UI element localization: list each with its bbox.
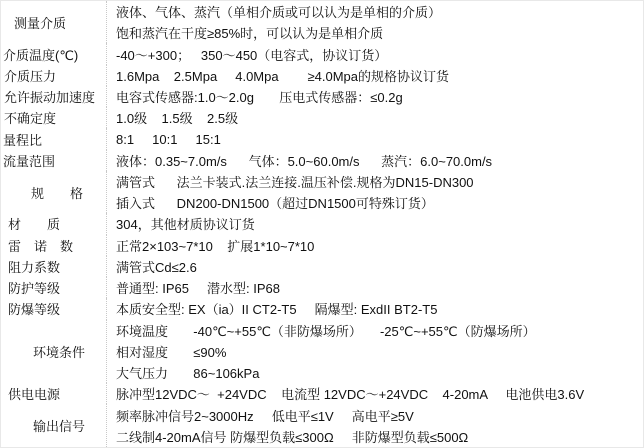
row-protection-rating [1,277,643,298]
row-label: 量程比 [3,132,43,148]
row-medium-pressure [1,65,643,86]
row-values [106,277,643,298]
row-label: 不确定度 [4,111,57,127]
row-flow-range [1,150,643,171]
row-values [106,107,643,128]
row-uncertainty [1,107,643,128]
row-values [106,235,643,256]
row-output-signal [1,404,643,446]
row-values [106,150,643,171]
value-line: 频率脉冲信号2~3000Hz 低电平≤1V 高电平≥5V [116,408,414,424]
value-line: 8:1 10:1 15:1 [116,131,221,147]
value-line: 满管式Cd≤2.6 [116,259,197,275]
value-line: 插入式 DN200-DN1500（超过DN1500可特殊订货） [116,196,434,212]
value-line: 相对湿度 ≤90% [116,344,227,360]
value-line: 满管式 法兰卡装式.法兰连接.温压补偿.规格为DN15-DN300 [116,174,474,190]
row-measured-medium [1,1,643,43]
value-line: 环境温度 -40℃~+55℃（非防爆场所） -25℃~+55℃（防爆场所） [116,323,536,339]
row-values [106,320,643,384]
row-material [1,213,643,234]
value-line: 液体：0.35~7.0m/s 气体：5.0~60.0m/s 蒸汽：6.0~70.0m/s [116,153,493,169]
row-values [106,65,643,86]
value-line: 普通型: IP65 潜水型: IP68 [116,281,280,297]
row-turndown-ratio [1,128,643,149]
row-label: 防护等级 [8,281,61,297]
value-line: 脉冲型12VDC～ +24VDC 电流型 12VDC～+24VDC 4-20mA 电池供电3.6V [116,387,585,403]
row-values [106,213,643,234]
value-line: 本质安全型: EX（ia）II CT2-T5 隔爆型: ExdII BT2-T5 [116,302,438,318]
row-label: 介质压力 [4,68,57,84]
row-values [106,404,643,446]
row-environment-conditions [1,320,643,384]
row-values [106,1,643,43]
row-label: 材 质 [8,217,61,233]
value-line: 正常2×103~7*10 扩展1*10~7*10 [116,238,315,254]
row-label: 防爆等级 [8,302,61,318]
row-medium-temperature [1,43,643,64]
value-line: 液体、气体、蒸汽（单相介质或可以认为是单相的介质） [116,5,442,21]
value-line: 1.6Mpa 2.5Mpa 4.0Mpa ≥4.0Mpa的规格协议订货 [116,68,449,84]
row-values [106,298,643,319]
value-line: 1.0级 1.5级 2.5级 [116,111,239,127]
value-line: 304，其他材质协议订货 [116,217,255,233]
row-label: 测量介质 [14,15,67,31]
value-line: 大气压力 86~106kPa [116,366,260,382]
row-label: 环境条件 [33,344,86,360]
row-label: 介质温度(℃) [3,47,79,63]
row-values [106,128,643,149]
row-label: 阻力系数 [8,259,61,275]
value-line: 电容式传感器:1.0～2.0g 压电式传感器：≤0.2g [116,90,403,106]
row-values [106,171,643,213]
row-values [106,256,643,277]
row-specification [1,171,643,213]
row-explosion-proof-rating [1,298,643,319]
value-line: -40～+300； 350～450（电容式，协议订货） [116,47,388,63]
value-line: 二线制4-20mA信号 防爆型负载≤300Ω 非防爆型负载≤500Ω [116,429,469,445]
row-label: 输出信号 [33,419,86,435]
row-values [106,43,643,64]
row-values [106,86,643,107]
row-label: 雷 诺 数 [8,238,74,254]
row-values [106,383,643,404]
row-vibration-acceleration [1,86,643,107]
row-label: 允许振动加速度 [4,90,96,106]
value-line: 饱和蒸汽在干度≥85%时，可以认为是单相介质 [116,26,384,42]
row-label: 流量范围 [3,153,56,169]
row-power-supply [1,383,643,404]
row-label: 规 格 [31,185,84,201]
row-drag-coefficient [1,256,643,277]
row-label: 供电电源 [8,387,61,403]
row-reynolds-number [1,235,643,256]
